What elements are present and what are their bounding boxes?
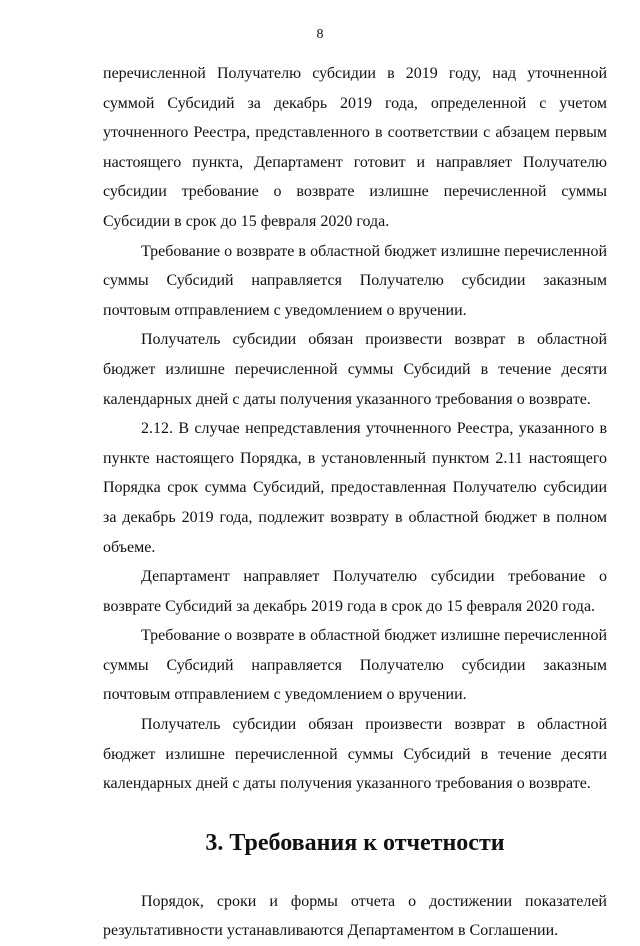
page-number: 8 (316, 27, 324, 42)
paragraph-department-requirement: Департамент направляет Получателю субсидии требование о возврате Субсидий за декабрь 2019 года в срок до 15 февраля 2020 года. (103, 568, 607, 615)
paragraph-recipient-obligation: Получатель субсидии обязан произвести возврат в областной бюджет излишне перечисленной суммы Субсидий в течение десяти календарных дней с даты получения указанного требования о возврате. (103, 331, 607, 408)
paragraph-continuation: перечисленной Получателю субсидии в 2019 году, над уточненной суммой Субсидий за декабрь 2019 года, определенной с учетом уточненного Реестра, представленного в соответствии с абзацем первым настоящего пункта, Департамент готовит и направляет Получателю субсидии требование о возврате излишне перечисленной суммы Субсидии в срок до 15 февраля 2020 года. (103, 65, 607, 230)
paragraph-return-requirement: Требование о возврате в областной бюджет излишне перечисленной суммы Субсидий направляется Получателю субсидии заказным почтовым отправлением с уведомлением о вручении. (103, 242, 607, 319)
paragraph-clause-2-12: 2.12. В случае непредставления уточненного Реестра, указанного в пункте настоящего Порядка, в установленный пунктом 2.11 настоящего Порядка срок сумма Субсидий, предоставленная Получателю субсидии за декабрь 2019 года, подлежит возврату в областной бюджет в полном объеме. (103, 420, 607, 556)
section-heading: 3. Требования к отчетности (205, 829, 505, 856)
paragraph-return-requirement-repeat: Требование о возврате в областной бюджет излишне перечисленной суммы Субсидий направляется Получателю субсидии заказным почтовым отправлением с уведомлением о вручении. (103, 627, 607, 704)
paragraph-recipient-obligation-repeat: Получатель субсидии обязан произвести возврат в областной бюджет излишне перечисленной суммы Субсидий в течение десяти календарных дней с даты получения указанного требования о возврате. (103, 716, 607, 793)
document-body (103, 59, 607, 946)
paragraph-reporting: Порядок, сроки и формы отчета о достижении показателей результативности устанавливаются Департаментом в Соглашении. (103, 892, 607, 940)
